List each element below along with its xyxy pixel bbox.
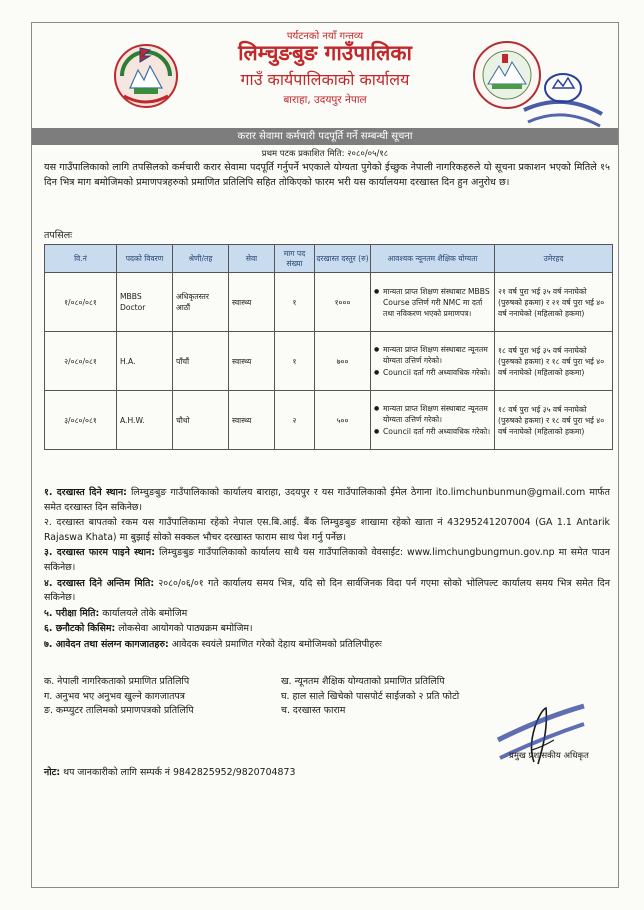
cell-qualification xyxy=(371,273,495,332)
qualification-item: ● Council दर्ता गरी अध्यावधिक गरेको। xyxy=(374,367,491,378)
instruction-6 xyxy=(44,622,610,637)
intro-paragraph: यस गाउँपालिकाको लागि तपसिलको कर्मचारी करार सेवामा पदपूर्ति गर्नुपर्ने भएकाले योग्यता पुगेको ईच्छुक नेपाली नागरिकहरुले यो सूचना प्रकाशन भएको मितिले १५ दिन भित्र माग बमोजिमको प्रमाणपत्रहरुको प्रमाणित प्रतिलिपि सहित तोकिएको फारम भरी यस कार्यालयमा दरखास्त दिन हुन अनुरोध छ। xyxy=(44,162,610,188)
table-row xyxy=(45,391,613,450)
cell-no: ३/०८०/०८१ xyxy=(45,391,117,450)
document-item: ख. न्यूनतम शैक्षिक योग्यताको प्रमाणित प्रतिलिपि xyxy=(281,676,445,687)
cell-qualification xyxy=(371,391,495,450)
col-header: सेवा xyxy=(229,245,275,273)
table-row xyxy=(45,273,613,332)
instruction-text: २०८०/०६/०१ गते कार्यालय समय भित्र, यदि सो दिन सार्वजिनक विदा पर्न गएमा सोको भोलिपल्ट कार्यालय समय भित्र समेत दिन सकिनेछ। xyxy=(44,577,610,604)
cell-count: १ xyxy=(275,332,315,391)
qualification-item: ● Council दर्ता गरी अध्यावधिक गरेको। xyxy=(374,426,491,437)
cell-no: २/०८०/०८१ xyxy=(45,332,117,391)
col-header: आवश्यक न्यूनतम शैक्षिक योग्यता xyxy=(371,245,495,273)
col-header: पदको विवरण xyxy=(117,245,173,273)
instructions xyxy=(44,486,610,654)
document-item: घ. हाल साले खिचेको पासपोर्ट साईजको २ प्रति फोटो xyxy=(281,690,460,702)
instruction-text: लोकसेवा आयोगको पाठ्यक्रम बमोजिम। xyxy=(115,623,253,635)
publication-date: प्रथम पटक प्रकाशित मिति: २०८०/०५/१८ xyxy=(261,149,389,159)
cell-fee: ५०० xyxy=(315,391,371,450)
cell-age-limit: १८ वर्ष पुरा भई ३५ वर्ष ननाघेको (पुरुषको हकमा) र १८ वर्ष पुरा भई ४० वर्ष ननाघेको (महिलाको हकमा) xyxy=(495,391,613,450)
note-text: थप जानकारीको लागि सम्पर्क नं 9842825952/9820704873 xyxy=(60,767,296,778)
cell-count: १ xyxy=(275,273,315,332)
instruction-label: ४. दरखास्त दिने अन्तिम मिति: xyxy=(44,577,155,589)
col-header: दरखास्त दस्तुर (रु) xyxy=(315,245,371,273)
instruction-label: ३. दरखास्त फारम पाइने स्थान: xyxy=(44,547,155,559)
document-item: ङ. कम्प्युटर तालिमको प्रमाणपत्रको प्रतिलिपि xyxy=(44,705,194,716)
table-row xyxy=(45,332,613,391)
cell-no: १/०८०/०८१ xyxy=(45,273,117,332)
cell-fee: १००० xyxy=(315,273,371,332)
document-item: क. नेपाली नागरिकताको प्रमाणित प्रतिलिपि xyxy=(44,676,190,687)
document-item: ग. अनुभव भए अनुभव खुल्ने कागजातपत्र xyxy=(44,690,185,702)
instruction-text: २. दरखास्त बापतको रकम यस गाउँपालिकामा रहेको नेपाल एस.बि.आई. बैंक लिम्चुङबुङ शाखामा रहेको खाता नं 43295241207004 (GA 1.1 Antarik Rajaswa Khata) मा बुझाई सोको सक्कल भौचर दरखास्त फाराम साथ पेश गर्नु पर्नेछ। xyxy=(44,517,610,543)
signature-stamp-icon xyxy=(496,700,586,780)
signatory-title: प्रमुख प्रशासकीय अधिकृत xyxy=(509,751,589,761)
qualification-item: ● मान्यता प्राप्त शिक्षण संस्थाबाट MBBS Course उत्तिर्ण गरी NMC मा दर्ता तथा नविकरण भएको प्रमाणपत्र। xyxy=(374,286,491,319)
col-header: माग पद संख्या xyxy=(275,245,315,273)
cell-service: स्वास्थ्य xyxy=(229,273,275,332)
cell-service: स्वास्थ्य xyxy=(229,332,275,391)
cell-count: २ xyxy=(275,391,315,450)
cell-service: स्वास्थ्य xyxy=(229,391,275,450)
col-header: उमेरहद xyxy=(495,245,613,273)
instruction-5 xyxy=(44,607,610,622)
instruction-3 xyxy=(44,546,610,575)
table-header-row xyxy=(45,245,613,273)
instruction-2 xyxy=(44,516,610,545)
instruction-text: आवेदक स्वयंले प्रमाणित गरेको देहाय बमोजिमको प्रतिलिपीहरुः xyxy=(168,638,382,650)
instruction-label: ५. परीक्षा मिति: xyxy=(44,607,100,619)
org-name: लिम्चुङबुङ गाउँपालिका xyxy=(238,41,412,65)
details-label: तपसिलः xyxy=(44,230,73,241)
qualification-item: ● मान्यता प्राप्त शिक्षण संस्थाबाट न्यूनतम योग्यता उत्तिर्ण गरेको। xyxy=(374,403,491,425)
qualification-item: ● मान्यता प्राप्त शिक्षण संस्थाबाट न्यूनतम योग्यता उत्तिर्ण गरेको। xyxy=(374,344,491,366)
cell-post: A.H.W. xyxy=(117,391,173,450)
cell-age-limit: २१ वर्ष पुरा भई ३५ वर्ष ननाघेको (पुरुषको हकमा) र २१ वर्ष पुरा भई ४० वर्ष ननाघेको (महिलाको हकमा) xyxy=(495,273,613,332)
cell-level: चौथो xyxy=(173,391,229,450)
document-item: च. दरखास्त फाराम xyxy=(281,705,346,716)
instruction-4 xyxy=(44,577,610,606)
contact-note xyxy=(44,765,295,778)
instruction-7 xyxy=(44,638,610,653)
vacancy-table xyxy=(44,244,613,450)
instruction-label: ७. आवेदन तथा संलग्न कागजातहरु: xyxy=(44,638,169,650)
cell-post: MBBS Doctor xyxy=(117,273,173,332)
address: बाराहा, उदयपुर नेपाल xyxy=(283,94,367,106)
instruction-label: १. दरखास्त दिने स्थान: xyxy=(44,487,127,498)
instruction-text: लिम्चुङबुङ गाउँपालिकाको कार्यालय बाराहा, उदयपुर र यस गाउँपालिकाको ईमेल ठेगाना ito.limchunbunmun@gmail.com मार्फत समेत दरखास्त दिन सकिनेछ। xyxy=(44,487,610,513)
cell-fee: ७०० xyxy=(315,332,371,391)
instruction-label: ६. छनौटको किसिम: xyxy=(44,623,116,635)
instruction-text: लिम्चुङबुङ गाउँपालिकाको कार्यालय साथै यस गाउँपालिकाको वेवसाईट: www.limchungbungmun.gov.np मा समेत पाउन सकिनेछ। xyxy=(44,547,610,573)
cell-qualification xyxy=(371,332,495,391)
col-header: वि.नं xyxy=(45,245,117,273)
notice-title-bar: करार सेवामा कर्मचारी पदपूर्ति गर्ने सम्बन्धी सूचना xyxy=(32,128,618,145)
col-header: श्रेणी/तह xyxy=(173,245,229,273)
office-stamp-icon xyxy=(520,62,606,132)
cell-level: अधिकृतस्तर आठौं xyxy=(173,273,229,332)
tagline: पर्यटनको नयाँ गन्तव्य xyxy=(286,31,364,42)
instruction-text: कार्यालयले तोके बमोजिम xyxy=(99,607,188,619)
office-name: गाउँ कार्यपालिकाको कार्यालय xyxy=(240,70,410,89)
note-label: नोट: xyxy=(44,767,61,778)
cell-post: H.A. xyxy=(117,332,173,391)
cell-level: पाँचौं xyxy=(173,332,229,391)
instruction-1 xyxy=(44,486,610,515)
cell-age-limit: १८ वर्ष पुरा भई ३५ वर्ष ननाघेको (पुरुषको हकमा) र १८ वर्ष पुरा भई ४० वर्ष ननाघेको (महिलाको हकमा) xyxy=(495,332,613,391)
